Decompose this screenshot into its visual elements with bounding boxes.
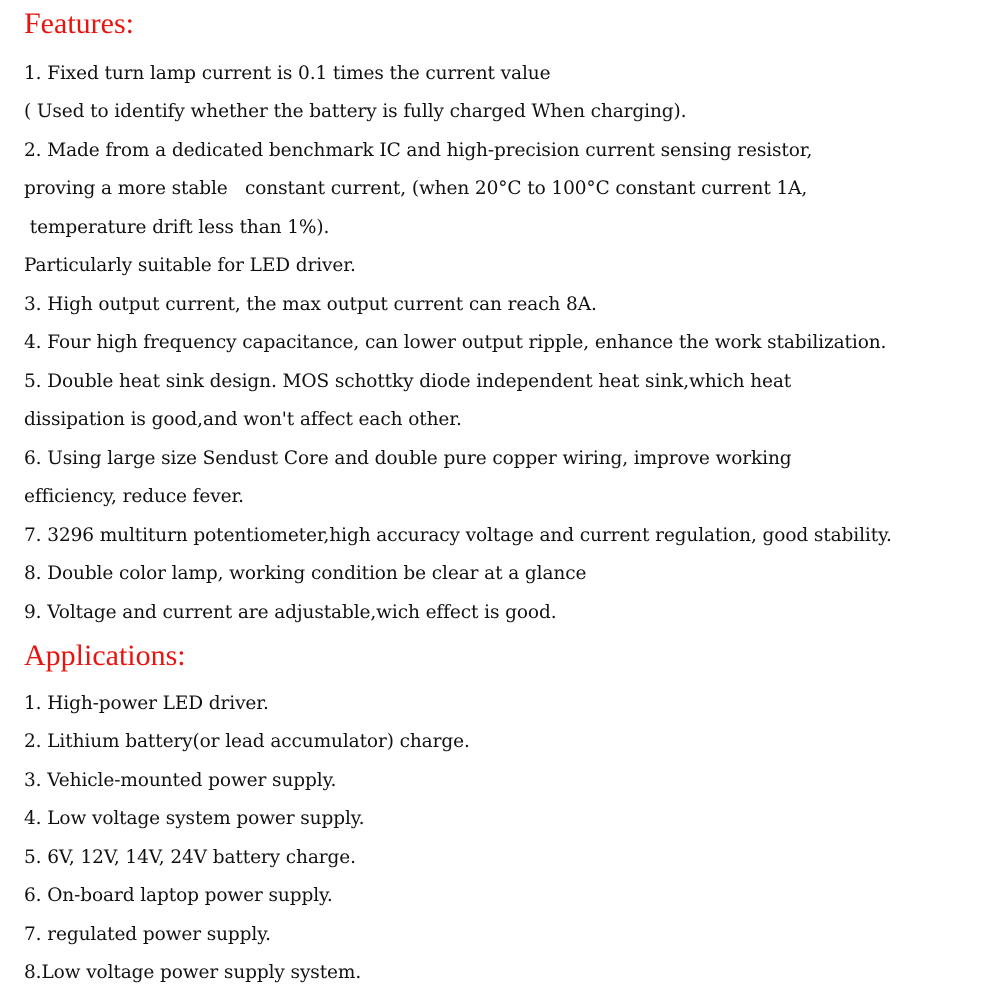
features-line-1: 1. Fixed turn lamp current is 0.1 times the current value bbox=[24, 63, 551, 84]
features-line-14: 8. Double color lamp, working condition be clear at a glance bbox=[24, 563, 587, 584]
features-line-2: ( Used to identify whether the battery is fully charged When charging). bbox=[24, 101, 687, 122]
features-line-15: 9. Voltage and current are adjustable,wich effect is good. bbox=[24, 602, 557, 623]
features-line-10: dissipation is good,and won't affect each other. bbox=[24, 409, 462, 430]
applications-line-1: 1. High-power LED driver. bbox=[24, 693, 269, 714]
features-line-13: 7. 3296 multiturn potentiometer,high accuracy voltage and current regulation, good stability. bbox=[24, 525, 892, 546]
applications-line-6: 6. On-board laptop power supply. bbox=[24, 885, 333, 906]
features-line-3: 2. Made from a dedicated benchmark IC and high-precision current sensing resistor, bbox=[24, 140, 813, 161]
features-line-4: proving a more stable constant current, (when 20°C to 100°C constant current 1A, bbox=[24, 178, 808, 199]
applications-line-4: 4. Low voltage system power supply. bbox=[24, 808, 365, 829]
applications-line-5: 5. 6V, 12V, 14V, 24V battery charge. bbox=[24, 847, 356, 868]
applications-line-2: 2. Lithium battery(or lead accumulator) charge. bbox=[24, 731, 470, 752]
applications-line-7: 7. regulated power supply. bbox=[24, 924, 271, 945]
features-heading: Features: bbox=[24, 7, 134, 40]
features-line-9: 5. Double heat sink design. MOS schottky diode independent heat sink,which heat bbox=[24, 371, 792, 392]
features-line-7: 3. High output current, the max output current can reach 8A. bbox=[24, 294, 597, 315]
features-line-6: Particularly suitable for LED driver. bbox=[24, 255, 356, 276]
features-line-12: efficiency, reduce fever. bbox=[24, 486, 244, 507]
features-line-8: 4. Four high frequency capacitance, can lower output ripple, enhance the work stabilization. bbox=[24, 332, 887, 353]
applications-heading: Applications: bbox=[24, 639, 186, 672]
features-line-5: temperature drift less than 1%). bbox=[24, 217, 330, 238]
applications-line-3: 3. Vehicle-mounted power supply. bbox=[24, 770, 337, 791]
features-line-11: 6. Using large size Sendust Core and double pure copper wiring, improve working bbox=[24, 448, 792, 469]
applications-line-8: 8.Low voltage power supply system. bbox=[24, 962, 362, 983]
